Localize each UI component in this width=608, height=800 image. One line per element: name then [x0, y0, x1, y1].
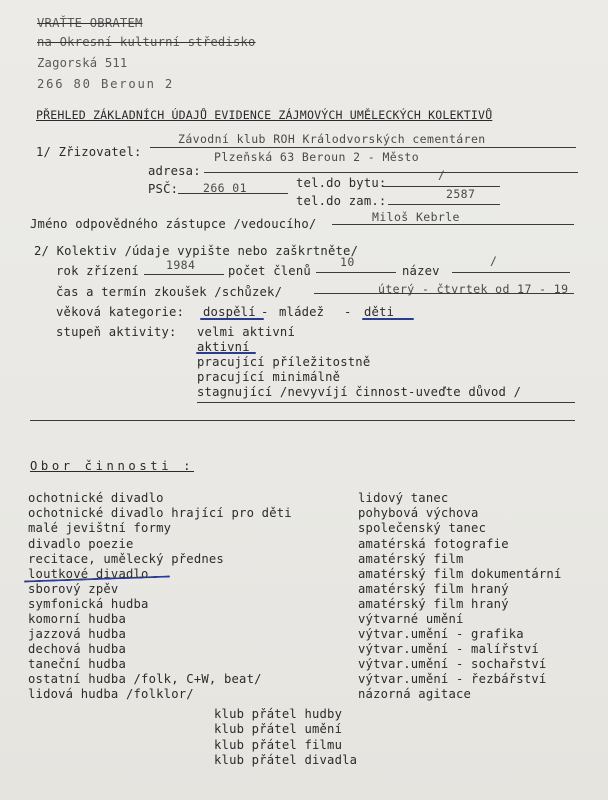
zrizovatel-value: Závodní klub ROH Králodvorských cementáren	[178, 132, 486, 146]
vekova-label: věková kategorie:	[56, 305, 185, 319]
vekova-option-dospeli: dospělí	[203, 305, 256, 319]
obor-bottom-item: klub přátel filmu	[214, 738, 343, 752]
stupen-option-1: velmi aktivní	[197, 325, 295, 339]
return-label: VRAŤTE OBRATEM	[37, 16, 143, 30]
obor-left-item: taneční hudba	[28, 657, 126, 671]
kolektiv-label: 2/ Kolektiv /údaje vypište nebo zaškrtněte/	[34, 244, 359, 258]
reason-line-2	[30, 420, 575, 421]
tel-zam-line	[388, 204, 500, 205]
tel-zam-label: tel.do zam.:	[296, 194, 387, 208]
stupen-option-2: aktivní	[197, 340, 250, 354]
obor-right-item: amatérský film dokumentární	[358, 567, 562, 581]
zrizovatel-line	[150, 147, 576, 148]
pocet-line	[316, 272, 396, 273]
rok-line	[144, 274, 224, 275]
obor-bottom-item: klub přátel umění	[214, 722, 343, 736]
pocet-label: počet členů	[228, 264, 311, 278]
vekova-dash-1: -	[261, 305, 269, 319]
obor-left-item: ochotnické divadlo	[28, 491, 164, 505]
zastupce-value: Miloš Kebrle	[372, 210, 460, 224]
zastupce-line	[332, 224, 574, 225]
underline-dospeli	[200, 318, 264, 320]
obor-left-item: ochotnické divadlo hrající pro děti	[28, 506, 292, 520]
adresa-label: adresa:	[148, 164, 201, 178]
cas-label: čas a termín zkoušek /schůzek/	[56, 285, 283, 299]
underline-aktivni	[196, 352, 256, 354]
obor-left-item: sborový zpěv	[28, 582, 119, 596]
cas-line	[314, 293, 574, 294]
stupen-option-3: pracující příležitostně	[197, 355, 371, 369]
tel-bytu-line	[382, 186, 500, 187]
obor-right-item: názorná agitace	[358, 687, 472, 701]
form-title: PŘEHLED ZÁKLADNÍCH ÚDAJŮ EVIDENCE ZÁJMOVÝCH UMĚLECKÝCH KOLEKTIVŮ	[36, 108, 493, 122]
obor-right-item: výtvarné umění	[358, 612, 464, 626]
obor-right-item: amatérský film	[358, 552, 464, 566]
cas-value: úterý - čtvrtek od 17 - 19	[378, 282, 569, 296]
obor-right-item: lidový tanec	[358, 491, 449, 505]
obor-left-item: lidová hudba /folklor/	[28, 687, 194, 701]
addressee: na Okresní kulturní středisko	[37, 35, 256, 49]
obor-left-item: recitace, umělecký přednes	[28, 552, 224, 566]
adresa-value: Plzeňská 63 Beroun 2 - Město	[214, 150, 420, 164]
psc-value: 266 01	[203, 181, 247, 195]
adresa-line	[204, 172, 578, 173]
nazev-label: název	[402, 264, 440, 278]
obor-bottom-item: klub přátel divadla	[214, 753, 358, 767]
vekova-option-mladez: mládež	[279, 305, 325, 319]
obor-right-item: amatérský film hraný	[358, 597, 509, 611]
nazev-value: /	[490, 254, 498, 268]
obor-right-item: amatérský film hraný	[358, 582, 509, 596]
obor-right-item: výtvar.umění - sochařství	[358, 657, 547, 671]
psc-label: PSČ:	[148, 182, 179, 196]
obor-right-item: výtvar.umění - řezbářství	[358, 672, 547, 686]
obor-right-item: výtvar.umění - grafika	[358, 627, 524, 641]
obor-left-item: symfonická hudba	[28, 597, 149, 611]
tel-zam-value: 2587	[446, 187, 476, 201]
tel-bytu-label: tel.do bytu:	[296, 176, 387, 190]
obor-left-item: dechová hudba	[28, 642, 126, 656]
obor-left-item: ostatní hudba /folk, C+W, beat/	[28, 672, 262, 686]
city: 266 80 Beroun 2	[37, 77, 175, 91]
pocet-value: 10	[340, 255, 355, 269]
tel-bytu-value: /	[438, 168, 446, 182]
vekova-option-deti: děti	[364, 305, 395, 319]
street: Zagorská 511	[37, 56, 128, 70]
underline-deti	[362, 318, 414, 320]
obor-left-item: jazzová hudba	[28, 627, 126, 641]
vekova-dash-2: -	[344, 305, 352, 319]
obor-right-item: amatérská fotografie	[358, 537, 509, 551]
stupen-label: stupeň aktivity:	[56, 325, 177, 339]
stupen-option-5: stagnující /nevyvíjí činnost-uveďte důvod /	[197, 385, 522, 399]
psc-line	[178, 193, 288, 194]
obor-left-item: loutkové divadlo	[28, 567, 149, 581]
obor-right-item: výtvar.umění - malířství	[358, 642, 539, 656]
obor-title: Obor činnosti :	[30, 459, 195, 473]
reason-line-1	[197, 402, 575, 403]
obor-right-item: společenský tanec	[358, 521, 487, 535]
obor-left-item: komorní hudba	[28, 612, 126, 626]
obor-left-item: divadlo poezie	[28, 537, 134, 551]
stupen-option-4: pracující minimálně	[197, 370, 341, 384]
zastupce-label: Jméno odpovědného zástupce /vedoucího/	[30, 217, 317, 231]
rok-value: 1984	[166, 258, 196, 272]
obor-bottom-item: klub přátel hudby	[214, 707, 343, 721]
nazev-line	[452, 272, 570, 273]
rok-label: rok zřízení	[56, 264, 139, 278]
zrizovatel-label: 1/ Zřizovatel:	[36, 145, 142, 159]
obor-right-item: pohybová výchova	[358, 506, 479, 520]
obor-left-item: malé jevištní formy	[28, 521, 172, 535]
